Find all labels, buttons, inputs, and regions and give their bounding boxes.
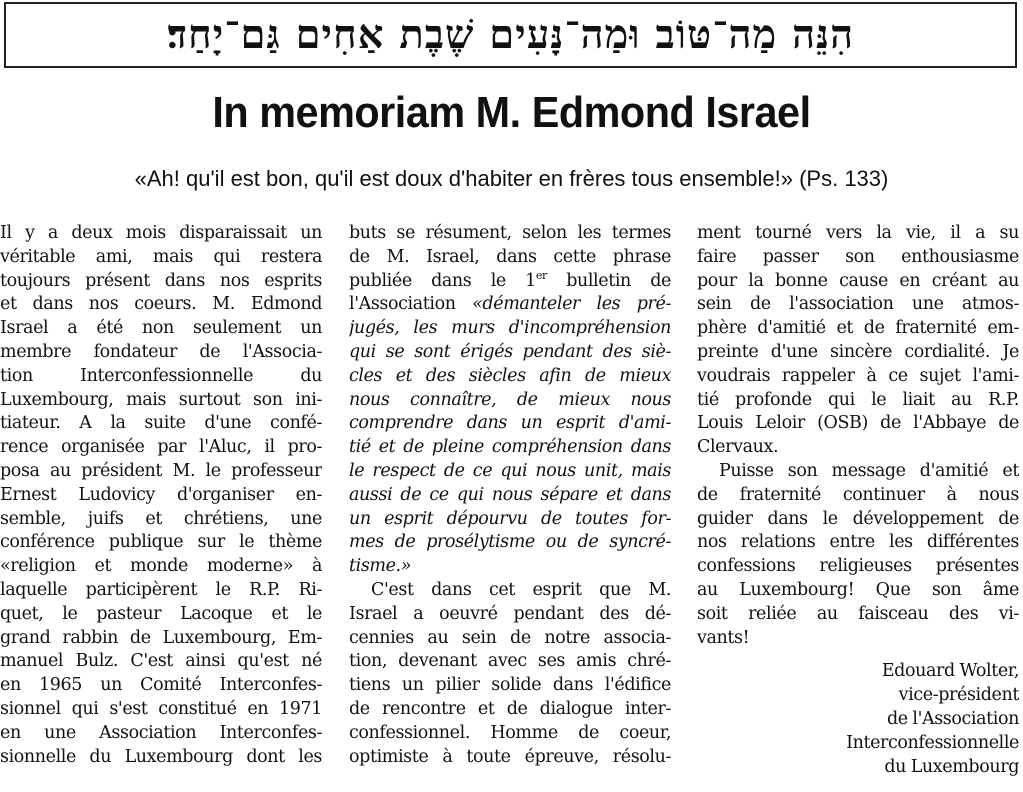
text-line: tion, devenant avec ses amis chré- <box>349 651 671 672</box>
text-line: véritable ami, mais qui restera <box>0 246 322 267</box>
text-line: ment tourné vers la vie, il a su <box>697 223 1019 243</box>
signature-line: vice-président <box>898 685 1019 706</box>
text-line: nous connaître, de mieux nous <box>349 389 671 410</box>
text-line: laquelle participèrent le R.P. Ri- <box>0 579 322 600</box>
text-line: rence organisée par l'Aluc, il pro- <box>0 437 322 458</box>
text-line: au Luxembourg! Que son âme <box>697 579 1019 600</box>
text-line: faire passer son enthousiasme <box>697 246 1019 267</box>
signature-line: Edouard Wolter, <box>881 661 1019 682</box>
text-line: jugés, les murs d'incompréhension <box>349 318 671 339</box>
text-line: tiateur. A la suite d'une confé- <box>0 413 322 434</box>
text-line: mes de prosélytisme ou de syncré- <box>349 532 671 553</box>
text-line: Israel a été non seulement un <box>0 318 322 339</box>
text-line: cennies au sein de notre associa- <box>349 627 671 648</box>
text-line: tié et de pleine compréhension dans <box>349 437 671 458</box>
text-line: cles et des siècles afin de mieux <box>349 365 671 386</box>
text-line: vants! <box>697 627 750 648</box>
text-line: confessionnel. Homme de coeur, <box>349 722 671 743</box>
text-line: soit reliée au faisceau des vi- <box>697 603 1019 624</box>
text-line: un esprit dépourvu de toutes for- <box>349 508 671 529</box>
text-line: sionnel qui s'est constitué en 1971 <box>0 698 322 719</box>
text-line: publiée dans le 1er bulletin de <box>349 269 671 291</box>
text-line: optimiste à toute épreuve, résolu- <box>349 746 671 767</box>
text-line: aussi de ce qui nous sépare et dans <box>349 484 671 505</box>
text-line: guider dans le développement de <box>697 508 1019 529</box>
text-column-1 <box>0 222 322 769</box>
text-line: de M. Israel, dans cette phrase <box>349 246 671 267</box>
text-line: C'est dans cet esprit que M. <box>371 579 671 600</box>
text-line: qui se sont érigés pendant des siè- <box>349 341 671 362</box>
article-title: In memoriam M. Edmond Israel <box>212 88 811 137</box>
text-line: quet, le pasteur Lacoque et le <box>0 603 322 624</box>
text-column-2 <box>349 222 671 769</box>
text-line: Il y a deux mois disparaissait un <box>0 223 322 243</box>
text-column-3 <box>697 222 1019 779</box>
text-line: manuel Bulz. C'est ainsi qu'est né <box>0 651 322 672</box>
text-line: conférence publique sur le thème <box>0 532 322 553</box>
text-line: nos relations entre les différentes <box>697 532 1019 553</box>
text-line: sionnelle du Luxembourg dont les <box>0 746 322 767</box>
text-line: Clervaux. <box>697 437 779 458</box>
text-line: comprendre dans un esprit d'ami- <box>349 413 671 434</box>
text-line: voudrais rappeler à ce sujet l'ami- <box>697 365 1019 386</box>
text-line: grand rabbin de Luxembourg, Em- <box>0 627 322 648</box>
text-line: de rencontre et de dialogue inter- <box>349 698 671 719</box>
text-line: preinte d'une sincère cordialité. Je <box>697 341 1019 362</box>
text-line: l'Association «démanteler les pré- <box>349 294 671 315</box>
text-line: de fraternité continuer à nous <box>697 484 1019 505</box>
text-line: tiens un pilier solide dans l'édifice <box>349 675 671 696</box>
text-line: Puisse son message d'amitié et <box>719 460 1019 481</box>
text-line: tisme.» <box>349 556 412 577</box>
text-line: pour la bonne cause en créant au <box>697 270 1019 291</box>
text-line: sein de l'association une atmos- <box>697 294 1019 315</box>
hebrew-verse-banner <box>4 2 1017 68</box>
text-line: en 1965 un Comité Interconfes- <box>0 675 322 696</box>
text-line: en une Association Interconfes- <box>0 722 322 743</box>
text-line: buts se résument, selon les termes <box>349 223 671 243</box>
article-subtitle: «Ah! qu'il est bon, qu'il est doux d'habiter en frères tous ensemble!» (Ps. 133) <box>134 166 889 191</box>
text-line: toujours présent dans nos esprits <box>0 270 322 291</box>
text-line: Israel a oeuvré pendant des dé- <box>349 603 671 624</box>
signature-line: du Luxembourg <box>884 756 1019 777</box>
text-line: Luxembourg, mais surtout son ini- <box>0 389 322 410</box>
text-line: et dans nos coeurs. M. Edmond <box>0 294 322 315</box>
text-line: tion Interconfessionnelle du <box>0 365 322 386</box>
text-line: le respect de ce qui nous unit, mais <box>349 460 671 481</box>
text-line: posa au président M. le professeur <box>0 460 322 481</box>
hebrew-verse: הִנֵּה מַה־טּוֹב וּמַה־נָּעִים שֶׁבֶת אַחִים גַּם־יָחַד׃ <box>166 11 855 58</box>
text-line: semble, juifs et chrétiens, une <box>0 508 322 529</box>
text-line: «religion et monde moderne» à <box>0 556 322 577</box>
text-line: confessions religieuses présentes <box>697 556 1019 577</box>
text-line: Ernest Ludovicy d'organiser en- <box>0 484 322 505</box>
text-line: membre fondateur de l'Associa- <box>0 341 322 362</box>
text-line: Louis Leloir (OSB) de l'Abbaye de <box>697 413 1019 434</box>
signature-line: de l'Association <box>886 708 1019 729</box>
text-line: phère d'amitié et de fraternité em- <box>697 318 1019 339</box>
signature-line: Interconfessionnelle <box>846 732 1019 753</box>
text-line: tié profonde qui le liait au R.P. <box>697 389 1019 410</box>
